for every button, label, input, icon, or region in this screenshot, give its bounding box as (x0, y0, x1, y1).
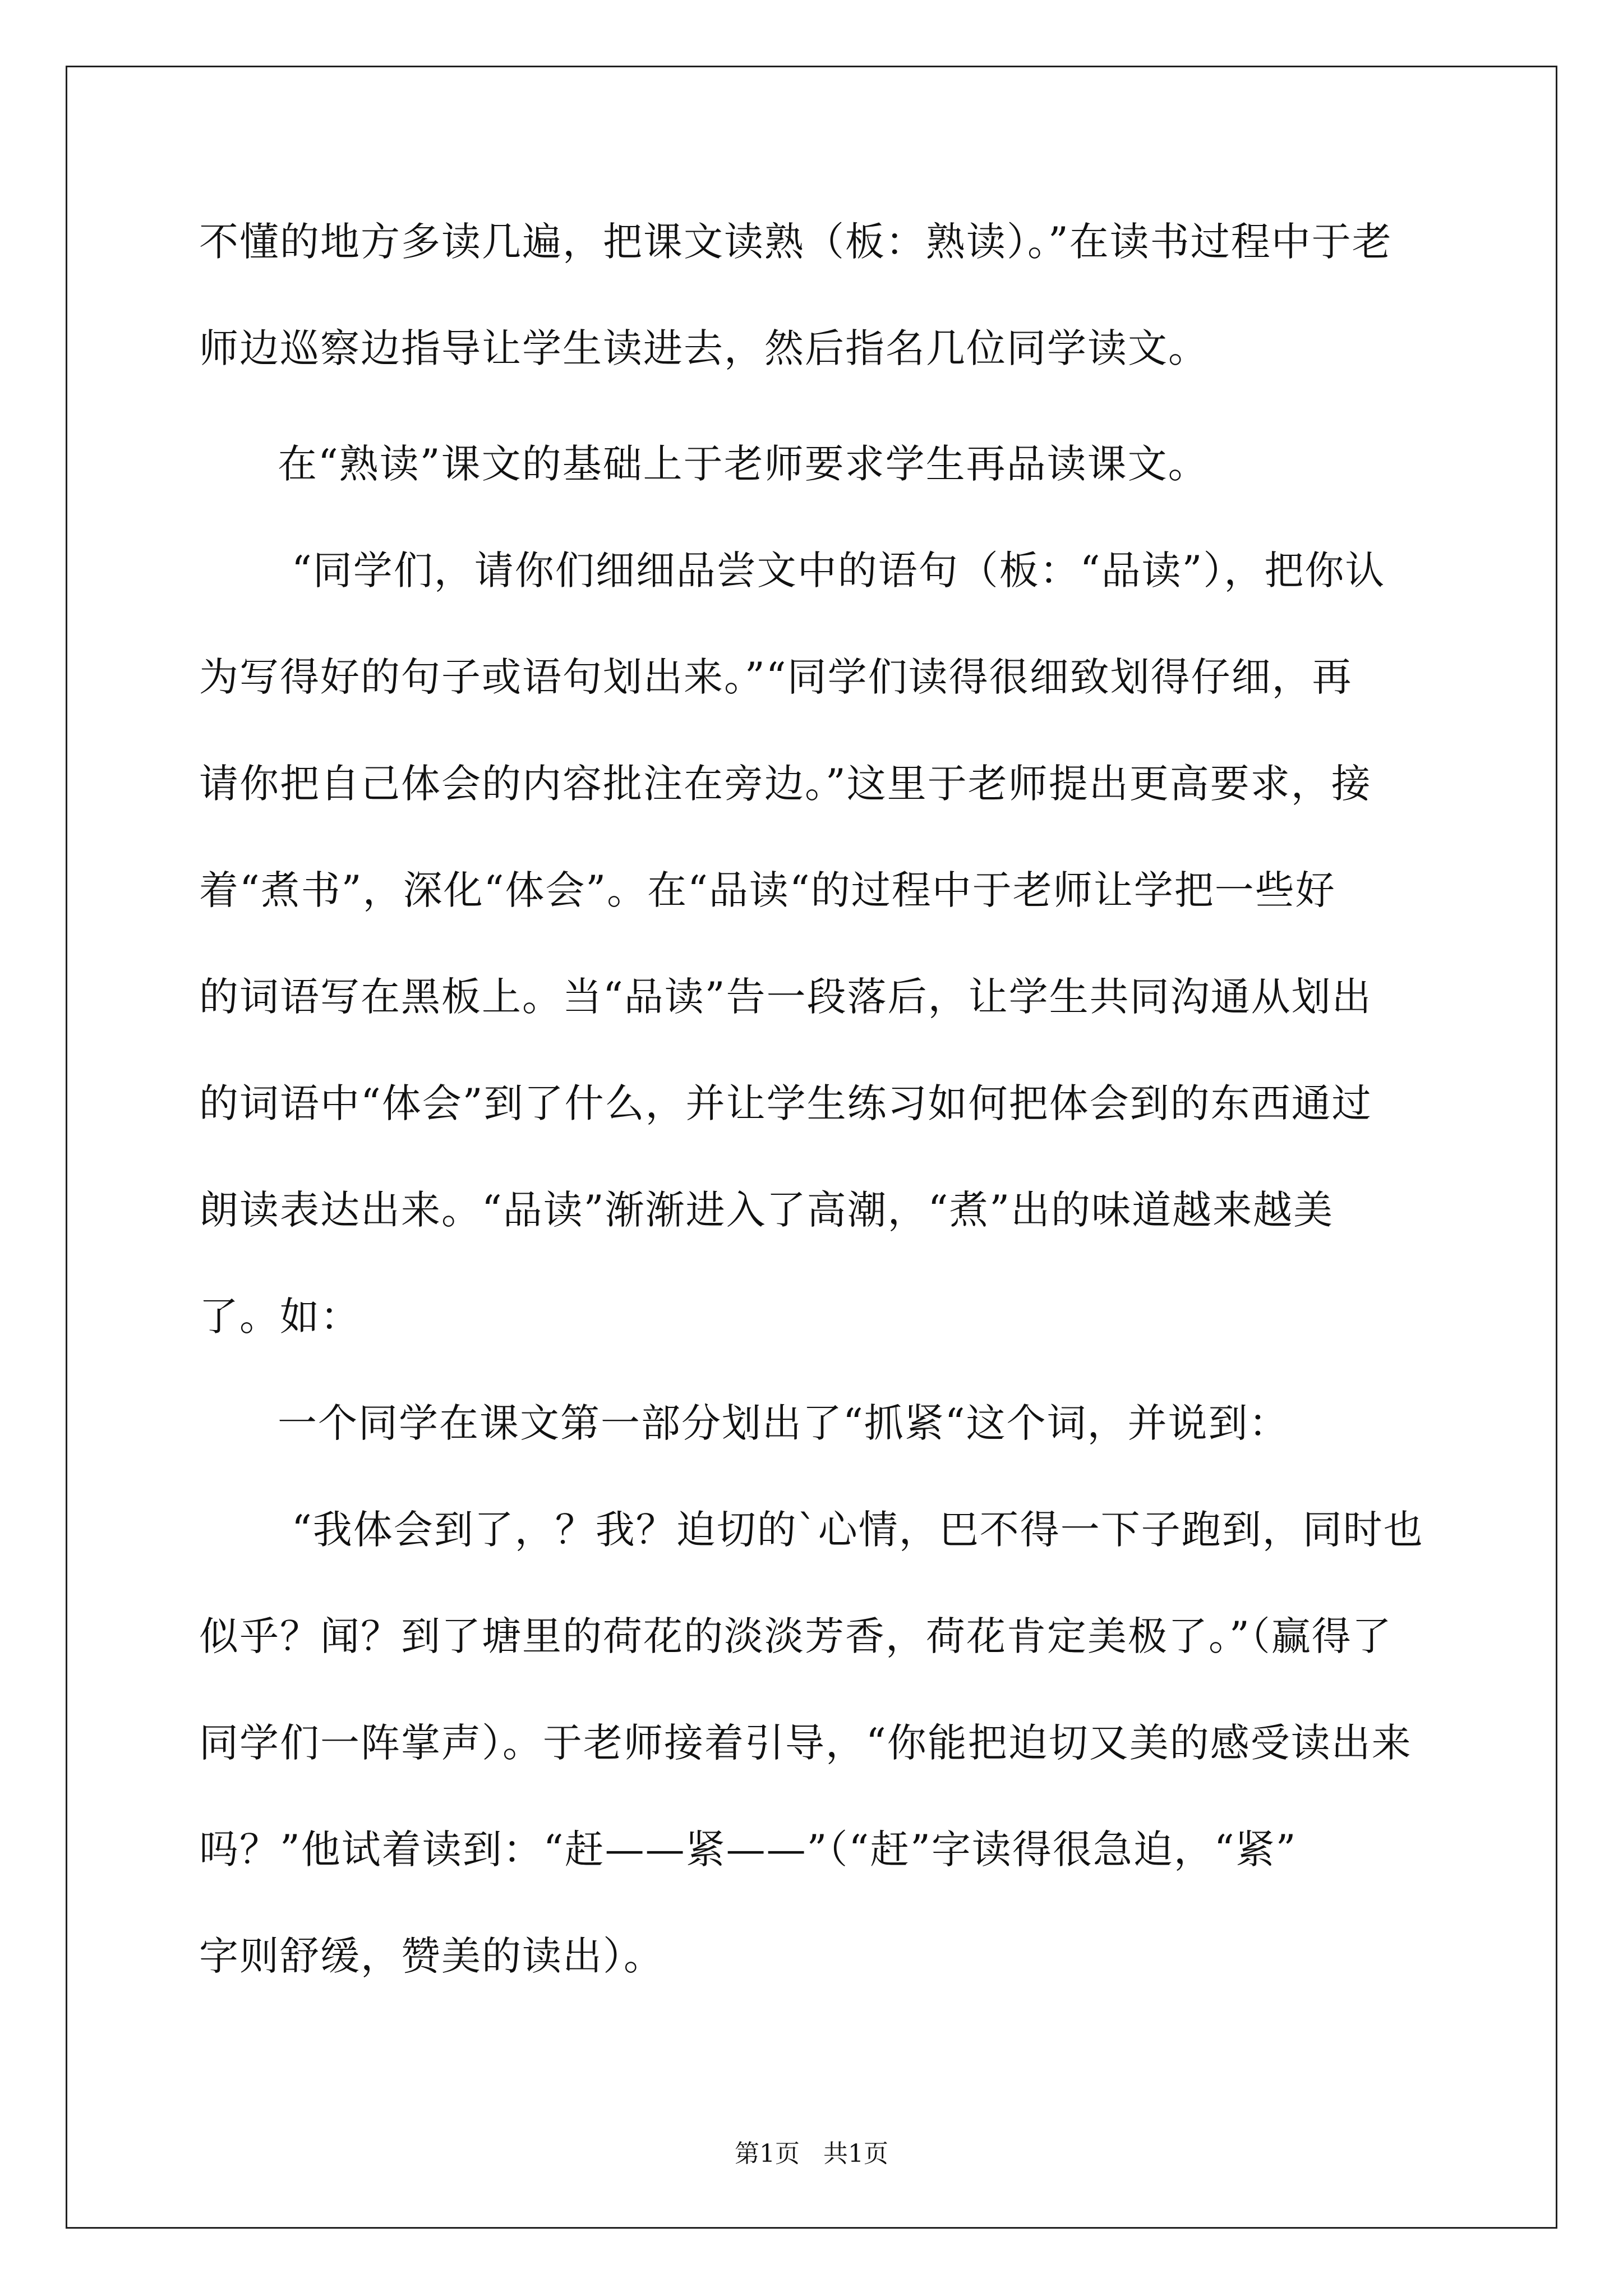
text-line: 的词语中“体会”到了什么，并让学生练习如何把体会到的东西通过 (199, 1080, 1372, 1126)
text-line: 同学们一阵掌声）。于老师接着引导，“你能把迫切又美的感受读出来 (199, 1720, 1412, 1766)
text-line: 似乎？闻？到了塘里的荷花的淡淡芳香，荷花肯定美极了。”（赢得了 (199, 1613, 1393, 1659)
text-line: 请你把自己体会的内容批注在旁边。”这里于老师提出更高要求，接 (199, 761, 1372, 807)
text-line: “同学们，请你们细细品尝文中的语句（板：“品读”），把你认 (292, 547, 1386, 593)
text-line: “我体会到了，？我？迫切的`心情，巴不得一下子跑到，同时也 (292, 1507, 1424, 1553)
text-line: 一个同学在课文第一部分划出了“抓紧“这个词，并说到： (278, 1400, 1289, 1446)
text-line: 师边巡察边指导让学生读进去，然后指名几位同学读文。 (199, 325, 1209, 371)
text-line: 了。如： (199, 1294, 361, 1340)
text-line: 不懂的地方多读几遍，把课文读熟（板：熟读）。”在读书过程中于老 (199, 219, 1393, 265)
page-number: 第1页 共1页 (735, 2139, 888, 2168)
text-line: 字则舒缓，赞美的读出）。 (199, 1933, 664, 1979)
text-line: 朗读表达出来。“品读”渐渐进入了高潮，“煮”出的味道越来越美 (199, 1187, 1334, 1233)
text-line: 为写得好的句子或语句划出来。”“同学们读得很细致划得仔细，再 (199, 654, 1353, 700)
text-line: 着“煮书”，深化“体会”。在“品读“的过程中于老师让学把一些好 (199, 867, 1336, 913)
text-line: 在“熟读”课文的基础上于老师要求学生再品读课文。 (278, 441, 1209, 487)
text-line: 的词语写在黑板上。当“品读”告一段落后，让学生共同沟通从划出 (199, 974, 1372, 1020)
page-border (66, 66, 1557, 2229)
text-line: 吗？”他试着读到：“赶——紧——”（“赶”字读得很急迫，“紧” (199, 1826, 1297, 1872)
